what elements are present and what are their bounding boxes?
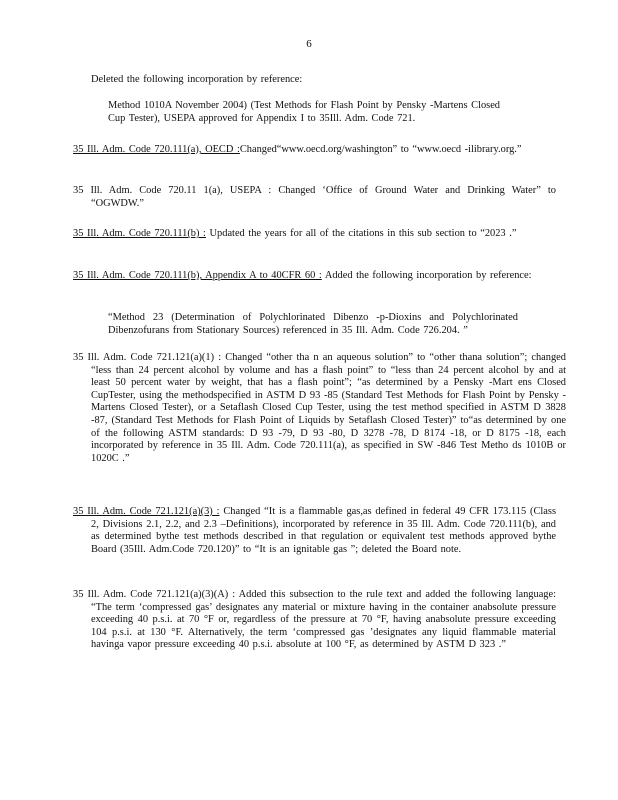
entry-6 <box>73 506 556 556</box>
entry-2-citation: 35 Ill. Adm. Code 720.11 1(a), USEPA : <box>73 185 279 196</box>
entry-4 <box>73 270 556 283</box>
entry-6-citation: 35 Ill. Adm. Code 721.121(a)(3) : <box>73 506 220 517</box>
entry-1-citation: 35 Ill. Adm. Code 720.111(a), OECD : <box>73 144 240 155</box>
entry-1-text: Changed“www.oecd.org/washington” to “www.oecd -ilibrary.org.” <box>239 144 522 155</box>
entry-7-citation: 35 Ill. Adm. Code 721.121(a)(3)(A) : <box>73 589 239 600</box>
entry-7 <box>73 589 556 652</box>
entry-7-text: Added this subsection to the rule text and added the following language: “The term ‘compressed gas’ designates any material or mixture having in the container anabsolute pressure exceeding 40 p.s.i. at 70 °F or, regardless of the pressure at 70 °F, having anabsolute pressure exceeding 104 p.s.i. at 130 °F. Alternatively, the term ‘compressed gas ’designates any liquid flammable material havinga vapor pressure exceeding 40 p.s.i. absolute at 100 °F, as determined by ASTM D 323 .” <box>91 589 556 651</box>
entry-2 <box>73 185 556 210</box>
entry-4-text: Added the following incorporation by reference: <box>321 270 532 281</box>
entry-2-text: Changed ‘Office of Ground Water and Drinking Water” to “OGWDW.” <box>91 185 557 209</box>
deleted-method-quote: Method 1010A November 2004) (Test Methods for Flash Point by Pensky -Martens Closed Cup Tester), USEPA approved for Appendix I to 35Ill. Adm. Code 721. <box>108 100 500 124</box>
entry-5-text: Changed “other tha n an aqueous solution” to “other thana solution”; changed “less than 24 percent alcohol by volume and has a flash point” to “less than 24 percent alcohol by and at least 50 percent water by weight, that has a flash point”; “as determined by a Pensky -Mart ens Closed CupTester, using the methodspecified in ASTM D 93 -85 (Standard Test Methods for Flash Point by Pensky -Martens Closed Tester), or a Setaflash Closed Cup Tester, using the test method specified in ASTM D 3828 -87, (Standard Test Methods for Flash Point of Liquids by Setaflash Closed Tester)” to“as determined by one of the following ASTM standards: D 93 -79, D 93 -80, D 3278 -78, D 8174 -18, or D 8175 -18, each incorporated by reference in 35 Ill. Adm. Code 720.111(a), as specified in SW -846 Test Metho ds 1010B or 1020C .” <box>91 352 566 464</box>
entry-5 <box>73 352 566 465</box>
entry-3-citation: 35 Ill. Adm. Code 720.111(b) : <box>73 228 206 239</box>
deleted-heading: Deleted the following incorporation by reference: <box>91 74 303 85</box>
entry-1 <box>73 144 537 157</box>
entry-4-citation: 35 Ill. Adm. Code 720.111(b), Appendix A to 40CFR 60 : <box>73 270 322 281</box>
page-number: 6 <box>306 38 312 50</box>
incorporation-quote: “Method 23 (Determination of Polychlorinated Dibenzo -p-Dioxins and Polychlorinated Dibenzofurans from Stationary Sources) referenced in 35 Ill. Adm. Code 726.204. ” <box>108 312 518 336</box>
entry-3-text: Updated the years for all of the citations in this sub section to “2023 .” <box>205 228 517 239</box>
entry-6-text: Changed “It is a flammable gas,as defined in federal 49 CFR 173.115 (Class 2, Divisions 2.1, 2.2, and 2.3 –Definitions), incorporated by reference in 35 Ill. Adm. Code 720.111(b), and as determined bythe test methods described in that regulation or equivalent test methods approved bythe Board (35Ill. Adm.Code 720.120)” to “It is an ignitable gas ”; deleted the Board note. <box>91 506 556 555</box>
entry-5-citation: 35 Ill. Adm. Code 721.121(a)(1) : <box>73 352 226 363</box>
entry-3 <box>73 228 537 241</box>
